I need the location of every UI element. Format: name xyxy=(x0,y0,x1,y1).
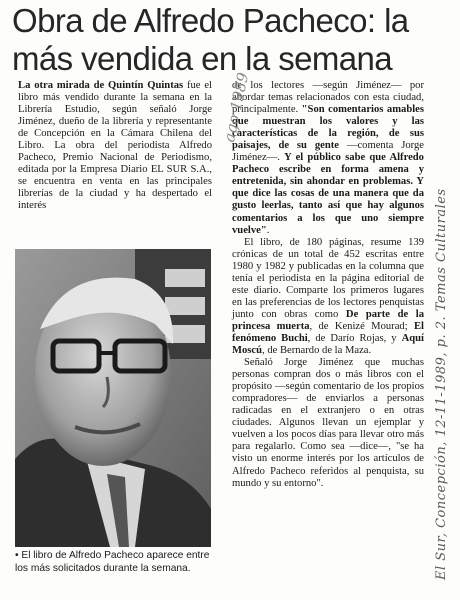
text-run: —comenta Jorge Jiménez—. xyxy=(232,140,424,164)
headline-line-1: Obra de Alfredo Pacheco: la xyxy=(12,2,409,39)
quote-bold: Y el público sabe que Alfredo Pacheco escribe en forma amena y entretenida, sin ahondar en problemas. Y que dice las cosas de una manera que da gusto leerlas, tanto así que hay algunos comentarios a los que uno siempre vuelve" xyxy=(232,152,424,236)
lead-body: fue el libro más vendido durante la semana en la Librería Estudio, según señaló Jorge Jiménez, dueño de la librería y representante de Concepción en la Cámara Chilena del Libro. La obra del periodista Alfredo Pacheco, Premio Nacional de Periodismo, editada por la Empresa Diario EL SUR S.A., se encuentra en venta en las principales librerías de la ciudad y ha despertado el interés xyxy=(18,80,212,212)
headline-line-2: más vendida en la semana xyxy=(12,40,393,77)
text-run: . xyxy=(266,224,270,236)
book-title: De parte de la princesa muerta xyxy=(232,308,424,332)
text-run: , de Kenizé Mourad; xyxy=(309,320,414,332)
right-paragraph-2 xyxy=(232,237,424,357)
right-paragraph-3: Señaló Jorge Jiménez que muchas personas compran dos o más libros con el propósito —según comentario de los propios compradores— de enviarlos a personas radicadas en el extranjero o en otras ciudades. Algunos llevan un ejemplar y vuelven a los pocos días para llevar otro más para regalarlo. Como sea —dice—, "se ha visto un enorme interés por los artículos de Alfredo Pacheco referidos al penquista, su mundo y su entorno". xyxy=(232,357,424,489)
quote-bold: "Son comentarios amables que muestran los valores y las características de la región, de sus paisajes, de su gente xyxy=(232,104,424,152)
lead-paragraph xyxy=(18,80,212,213)
text-run: , de Darío Rojas, y xyxy=(307,332,402,344)
handwritten-date-stamp: ago 1989 xyxy=(220,71,253,144)
text-run: de los lectores —según Jiménez— por abordar temas relacionados con esta ciudad, principalmente. xyxy=(232,80,424,116)
handwritten-source-note: El Sur, Concepción, 12-11-1989, p. 2. Temas Culturales xyxy=(434,188,449,580)
text-run: , de Bernardo de la Maza. xyxy=(262,345,372,357)
portrait-image xyxy=(15,249,211,547)
text-run: El libro, de 180 páginas, resume 139 crónicas de un total de 452 escritas entre 1980 y 1982 y publicadas en la columna que tenía el periodista en la página editorial de este diario. Comparte los primeros lugares en las preferencias de los lectores penquistas junto con obras como xyxy=(232,236,424,320)
left-column xyxy=(18,80,212,213)
book-title: El fenómeno Buchi xyxy=(232,320,424,344)
author-photo xyxy=(15,249,211,547)
headline xyxy=(12,2,452,78)
lead-bold: La otra mirada de Quintín Quintas xyxy=(18,80,184,91)
right-column xyxy=(232,80,424,490)
photo-caption: • El libro de Alfredo Pacheco aparece entre los más solicitados durante la semana. xyxy=(15,550,210,574)
right-paragraph-1 xyxy=(232,80,424,237)
book-title: Aquí Moscú xyxy=(232,332,424,357)
